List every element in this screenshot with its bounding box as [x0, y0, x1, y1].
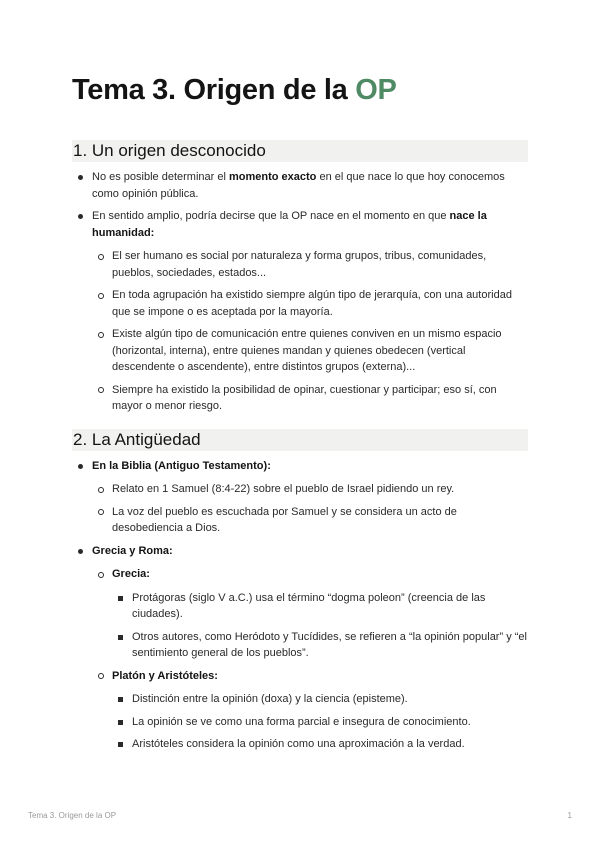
sublist — [92, 481, 528, 537]
list-item: Siempre ha existido la posibilidad de opinar, cuestionar y participar; eso sí, con mayor o menor riesgo. — [92, 382, 528, 415]
list-item: Aristóteles considera la opinión como una aproximación a la verdad. — [112, 736, 528, 753]
list-item — [72, 543, 528, 753]
list-item — [72, 458, 528, 537]
section-heading-origen: 1. Un origen desconocido — [72, 140, 528, 162]
sublist — [112, 590, 528, 662]
list-item — [72, 169, 528, 202]
list-item: Distinción entre la opinión (doxa) y la ciencia (episteme). — [112, 691, 528, 708]
bold-text: Platón y Aristóteles: — [112, 669, 218, 682]
list-item: El ser humano es social por naturaleza y forma grupos, tribus, comunidades, pueblos, sociedades, estados... — [92, 248, 528, 281]
document-page — [72, 70, 528, 759]
list-item — [72, 208, 528, 415]
list-item — [92, 566, 528, 662]
list-item: En toda agrupación ha existido siempre algún tipo de jerarquía, con una autoridad que se impone o es aceptada por la mayoría. — [92, 287, 528, 320]
bold-text: Grecia y Roma: — [92, 544, 173, 557]
title-accent: OP — [355, 74, 397, 106]
bold-text: nace la humanidad — [92, 210, 487, 239]
sublist — [92, 248, 528, 415]
list-item: Existe algún tipo de comunicación entre quienes conviven en un mismo espacio (horizontal, interna), entre quienes mandan y quienes obedecen (vertical descendente o ascendente), entre distintos grupos (externa)... — [92, 326, 528, 376]
footer-title: Tema 3. Origen de la OP — [28, 811, 117, 820]
text: En sentido amplio, podría decirse que la OP nace en el momento en que — [92, 210, 450, 222]
bold-text: En la Biblia (Antiguo Testamento): — [92, 459, 271, 472]
sublist — [112, 691, 528, 753]
text: : — [150, 226, 155, 239]
bold-text: momento exacto — [228, 171, 317, 183]
page-footer — [28, 811, 572, 820]
page-number: 1 — [567, 811, 572, 820]
bold-text: Grecia: — [112, 568, 150, 580]
title-main: Tema 3. Origen de la — [72, 74, 356, 106]
list-item: Protágoras (siglo V a.C.) usa el término “dogma poleon” (creencia de las ciudades). — [112, 590, 528, 623]
text: No es posible determinar el — [92, 171, 229, 183]
list-item — [92, 668, 528, 753]
page-title — [72, 70, 528, 110]
section-heading-antiguedad: 2. La Antigüedad — [72, 429, 528, 451]
section1-list — [72, 169, 528, 415]
list-item: La voz del pueblo es escuchada por Samuel y se considera un acto de desobediencia a Dios. — [92, 504, 528, 537]
list-item: Otros autores, como Heródoto y Tucídides, se refieren a “la opinión popular” y “el sentimiento general de los pueblos”. — [112, 629, 528, 662]
section2-list — [72, 458, 528, 753]
text: en el que nace lo que hoy conocemos como opinión pública. — [92, 171, 505, 200]
list-item: Relato en 1 Samuel (8:4-22) sobre el pueblo de Israel pidiendo un rey. — [92, 481, 528, 498]
list-item: La opinión se ve como una forma parcial e insegura de conocimiento. — [112, 714, 528, 731]
sublist — [92, 566, 528, 753]
